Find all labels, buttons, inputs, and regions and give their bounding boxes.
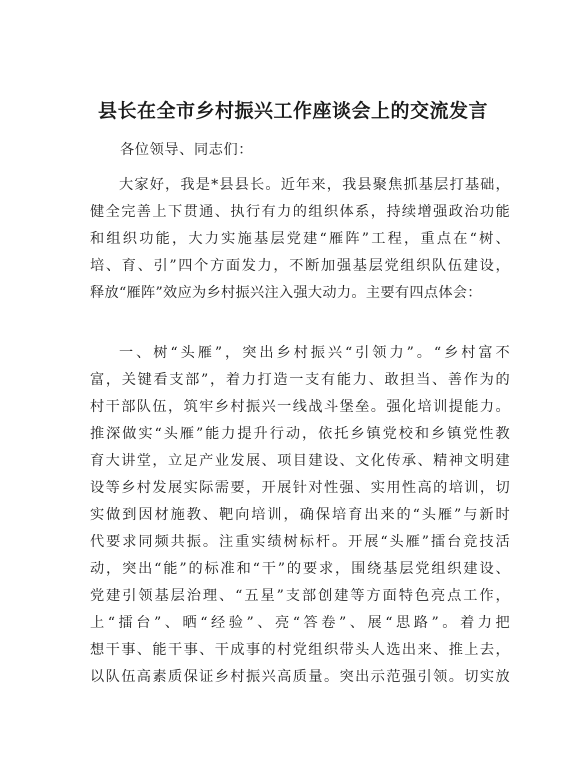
paragraph-line: 释放“雁阵”效应为乡村振兴注入强大动力。主要有四点体会： [90, 285, 482, 301]
document-title: 县长在全市乡村振兴工作座谈会上的交流发言 [97, 100, 488, 122]
paragraph-line: 村干部队伍，筑牢乡村振兴一线战斗堡垒。强化培训提能力。 [90, 399, 510, 415]
paragraph-intro [90, 172, 510, 307]
paragraph-line: 推深做实“头雁”能力提升行动，依托乡镇党校和乡镇党性教 [90, 426, 510, 442]
paragraph-line: 上“擂台”、晒“经验”、亮“答卷”、展“思路”。着力把 [90, 615, 510, 631]
paragraph-line: 培、育、引”四个方面发力，不断加强基层党组织队伍建设， [90, 258, 510, 274]
paragraph-section-one [90, 340, 510, 691]
paragraph-line: 想干事、能干事、干成事的村党组织带头人选出来、推上去， [90, 642, 510, 658]
paragraph-line: 实做到因材施教、靶向培训，确保培育出来的“头雁”与新时 [90, 507, 510, 523]
paragraph-line: 党建引领基层治理、“五星”支部创建等方面特色亮点工作， [90, 588, 510, 604]
salutation: 各位领导、同志们： [120, 142, 254, 158]
paragraph-line: 代要求同频共振。注重实绩树标杆。开展“头雁”擂台竞技活 [90, 534, 510, 550]
paragraph-line: 动，突出“能”的标准和“干”的要求，围绕基层党组织建设、 [90, 561, 510, 577]
paragraph-line: 富，关键看支部”，着力打造一支有能力、敢担当、善作为的 [90, 372, 510, 388]
paragraph-line: 大家好，我是*县县长。近年来，我县聚焦抓基层打基础， [119, 177, 510, 193]
paragraph-line: 一、树“头雁”，突出乡村振兴“引领力”。“乡村富不 [119, 345, 510, 361]
paragraph-line: 育大讲堂，立足产业发展、项目建设、文化传承、精神文明建 [90, 453, 510, 469]
paragraph-line: 以队伍高素质保证乡村振兴高质量。突出示范强引领。切实放 [90, 669, 510, 685]
paragraph-line: 健全完善上下贯通、执行有力的组织体系，持续增强政治功能 [90, 204, 510, 220]
paragraph-line: 设等乡村发展实际需要，开展针对性强、实用性高的培训，切 [90, 480, 510, 496]
paragraph-line: 和组织功能，大力实施基层党建“雁阵”工程，重点在“树、 [90, 231, 510, 247]
